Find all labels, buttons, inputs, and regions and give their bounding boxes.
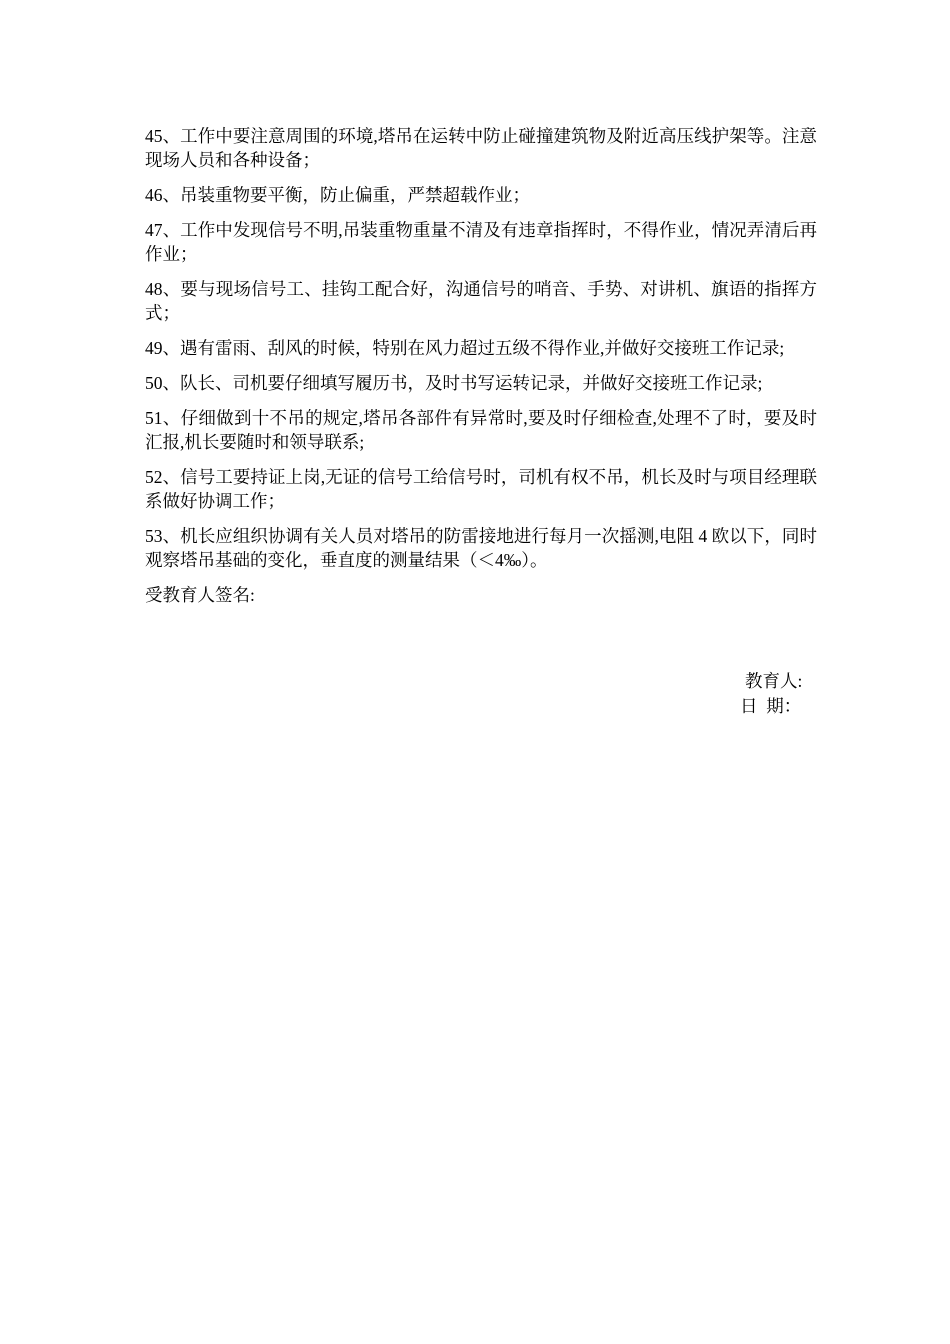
rule-item-47: 47、工作中发现信号不明,吊装重物重量不清及有违章指挥时，不得作业，情况弄清后再作业；	[145, 220, 817, 264]
rule-item-50: 50、队长、司机要仔细填写履历书，及时书写运转记录，并做好交接班工作记录;	[145, 373, 763, 393]
rule-item-46: 46、吊装重物要平衡，防止偏重，严禁超载作业；	[145, 185, 530, 205]
rule-item-49: 49、遇有雷雨、刮风的时候，特别在风力超过五级不得作业,并做好交接班工作记录;	[145, 338, 785, 358]
educator-label: 教育人:	[745, 671, 803, 691]
rule-item-51: 51、仔细做到十不吊的规定,塔吊各部件有异常时,要及时仔细检查,处理不了时，要及时汇报,机长要随时和领导联系;	[145, 408, 817, 452]
rule-item-52: 52、信号工要持证上岗,无证的信号工给信号时，司机有权不吊，机长及时与项目经理联系做好协调工作；	[145, 467, 817, 511]
rule-item-48: 48、要与现场信号工、挂钩工配合好，沟通信号的哨音、手势、对讲机、旗语的指挥方式；	[145, 279, 817, 323]
rule-item-53: 53、机长应组织协调有关人员对塔吊的防雷接地进行每月一次摇测,电阻 4 欧以下，同时观察塔吊基础的变化，垂直度的测量结果（＜4‰）。	[145, 526, 817, 570]
date-label: 日 期：	[740, 696, 802, 716]
document-body	[145, 124, 817, 615]
trainee-signature-label: 受教育人签名:	[145, 585, 255, 605]
rule-item-45: 45、工作中要注意周围的环境,塔吊在运转中防止碰撞建筑物及附近高压线护架等。注意现场人员和各种设备；	[145, 126, 817, 170]
